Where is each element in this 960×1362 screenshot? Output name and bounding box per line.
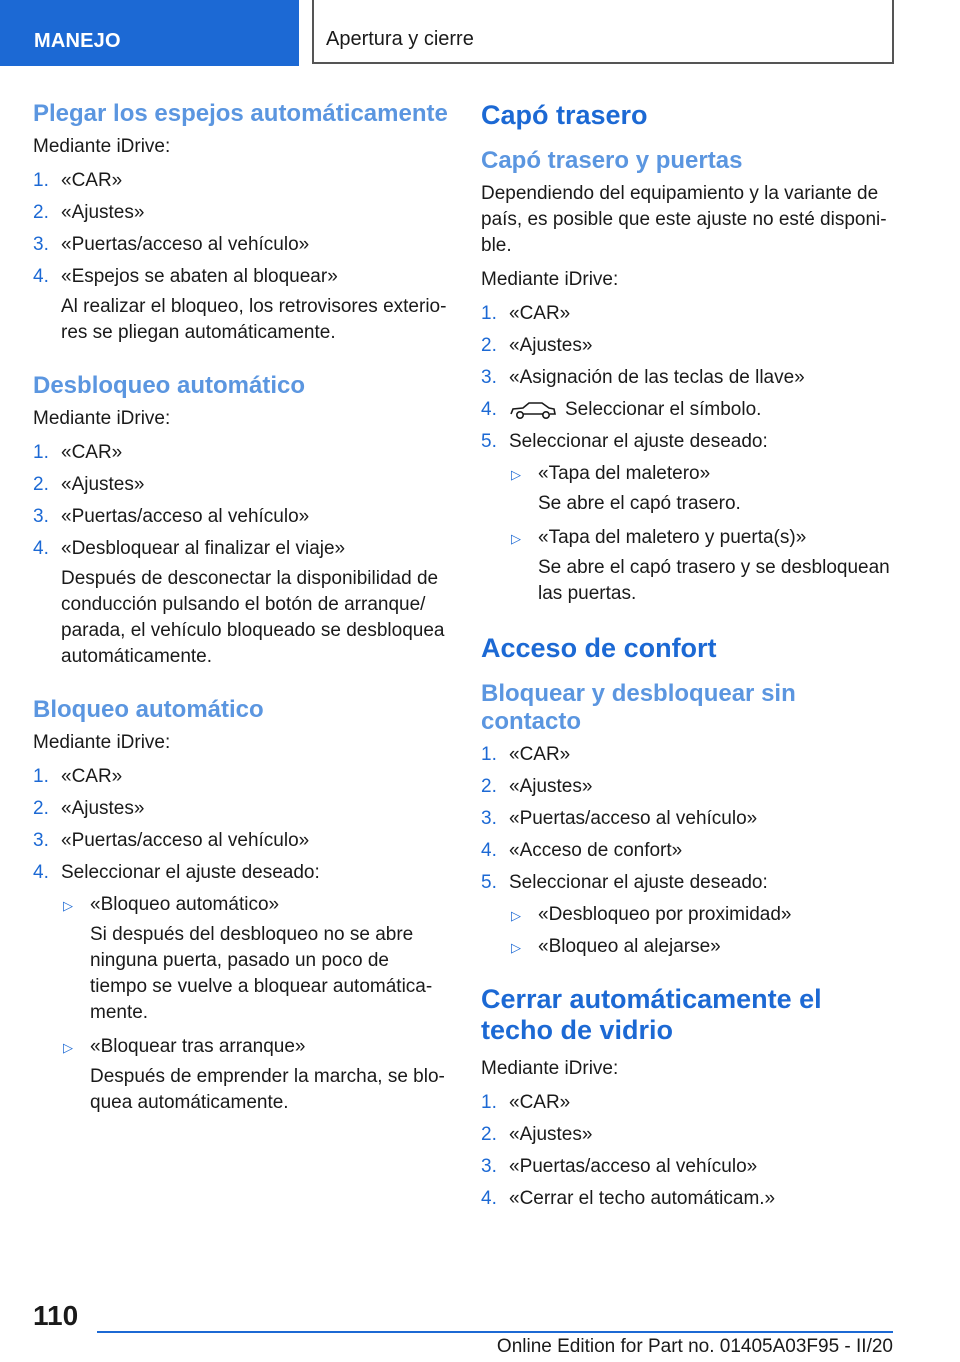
section-title: Bloqueo automático [33, 696, 264, 723]
step-text: Seleccionar el ajuste deseado: [61, 862, 320, 883]
step-number: 5. [481, 431, 497, 452]
step-number: 1. [481, 744, 497, 765]
list-item [481, 365, 901, 391]
chapter-heading: Capó trasero [481, 100, 648, 130]
step-text: «Puertas/acceso al vehículo» [61, 506, 310, 527]
left-column [33, 100, 448, 1124]
step-text: «CAR» [509, 303, 571, 324]
step-list [33, 764, 448, 886]
triangle-bullet-icon: ▷ [511, 531, 521, 546]
section-title: Capó trasero y puertas [481, 147, 743, 174]
step-text: «Puertas/acceso al vehículo» [509, 808, 758, 829]
option-label: «Bloquear tras arranque» [90, 1036, 306, 1057]
section-title: Bloquear y desbloquear sin contacto [481, 680, 796, 735]
step-note: Después de desconectar la disponibilidad de conducción pulsando el botón de arranque/ parada, el vehículo bloqueado se desbloquea automáticamente. [61, 568, 445, 667]
step-number: 1. [481, 1092, 497, 1113]
option-label: «Bloqueo al alejarse» [538, 936, 721, 957]
step-list [33, 440, 448, 562]
option-list [509, 902, 901, 960]
step-text: «Puertas/acceso al vehículo» [61, 830, 310, 851]
step-text: «Ajustes» [61, 202, 145, 223]
step-text: Seleccionar el símbolo. [565, 399, 762, 420]
step-number: 2. [33, 798, 49, 819]
list-item [33, 264, 448, 290]
step-text: «Puertas/acceso al vehículo» [509, 1156, 758, 1177]
step-number: 3. [33, 830, 49, 851]
list-item [481, 397, 901, 423]
step-list [481, 742, 901, 896]
step-text: Seleccionar el ajuste deseado: [509, 431, 768, 452]
step-text: «Ajustes» [509, 1124, 593, 1145]
step-text: «CAR» [509, 744, 571, 765]
list-item [33, 828, 448, 854]
option-list [61, 1034, 448, 1060]
step-text: «Puertas/acceso al vehículo» [61, 234, 310, 255]
option-item [61, 1034, 448, 1060]
step-text: «Ajustes» [61, 474, 145, 495]
option-desc: Si después del desbloqueo no se abre ninguna puerta, pasado un poco de tiempo se vuelve a bloquear automática‐ mente. [90, 924, 433, 1023]
triangle-bullet-icon: ▷ [511, 908, 521, 923]
list-item [481, 742, 901, 768]
step-number: 4. [481, 840, 497, 861]
step-text: «CAR» [61, 442, 123, 463]
section-tab [0, 0, 299, 66]
list-item [33, 764, 448, 790]
car-symbol-icon [509, 399, 557, 421]
step-number: 3. [481, 367, 497, 388]
option-label: «Bloqueo automático» [90, 894, 280, 915]
step-number: 5. [481, 872, 497, 893]
step-number: 2. [481, 776, 497, 797]
step-number: 2. [481, 1124, 497, 1145]
step-number: 4. [481, 399, 497, 420]
chapter-heading: Cerrar automáticamente el techo de vidrio [481, 984, 822, 1045]
triangle-bullet-icon: ▷ [511, 940, 521, 955]
intro-text: Mediante iDrive: [33, 408, 171, 429]
list-item [33, 536, 448, 562]
step-number: 4. [481, 1188, 497, 1209]
option-item [61, 892, 448, 918]
step-number: 1. [33, 766, 49, 787]
chapter-label: Apertura y cierre [326, 28, 474, 50]
option-list [61, 892, 448, 918]
chapter-heading: Acceso de confort [481, 633, 717, 663]
list-item [481, 333, 901, 359]
list-item [481, 1154, 901, 1180]
page-number: 110 [33, 1300, 79, 1331]
section-title: Plegar los espejos automáticamente [33, 100, 448, 127]
step-list [33, 168, 448, 290]
intro-text: Mediante iDrive: [481, 269, 619, 290]
section-title: Desbloqueo automático [33, 372, 306, 399]
step-number: 1. [481, 303, 497, 324]
step-list [481, 1090, 901, 1212]
step-number: 2. [481, 335, 497, 356]
list-item [33, 504, 448, 530]
option-desc: Se abre el capó trasero y se desbloquean las puertas. [538, 557, 890, 604]
list-item [481, 774, 901, 800]
step-text: «Espejos se abaten al bloquear» [61, 266, 338, 287]
option-item [509, 934, 901, 960]
footer-divider [97, 1331, 893, 1333]
list-item [33, 200, 448, 226]
list-item [33, 440, 448, 466]
triangle-bullet-icon: ▷ [63, 1040, 73, 1055]
step-text: «Cerrar el techo automáticam.» [509, 1188, 776, 1209]
list-item [481, 870, 901, 896]
option-item [509, 902, 901, 928]
step-note: Al realizar el bloqueo, los retrovisores exterio‐ res se pliegan automáticamente. [61, 296, 447, 343]
step-number: 2. [33, 474, 49, 495]
right-column [481, 100, 901, 1218]
intro-text: Mediante iDrive: [33, 136, 171, 157]
list-item [33, 232, 448, 258]
list-item [481, 1122, 901, 1148]
body-text: Dependiendo del equipamiento y la variante de país, es posible que este ajuste no esté disponi‐ ble. [481, 183, 887, 256]
step-number: 4. [33, 862, 49, 883]
intro-text: Mediante iDrive: [33, 732, 171, 753]
option-desc: Después de emprender la marcha, se blo‐ quea automáticamente. [90, 1066, 445, 1113]
step-text: «CAR» [61, 766, 123, 787]
list-item [481, 429, 901, 455]
list-item [33, 796, 448, 822]
list-item [33, 860, 448, 886]
step-text: Seleccionar el ajuste deseado: [509, 872, 768, 893]
triangle-bullet-icon: ▷ [511, 467, 521, 482]
step-number: 3. [481, 1156, 497, 1177]
option-label: «Tapa del maletero» [538, 463, 711, 484]
edition-note: Online Edition for Part no. 01405A03F95 - II/20 [496, 1336, 893, 1357]
step-number: 4. [33, 538, 49, 559]
step-number: 3. [33, 234, 49, 255]
step-number: 3. [33, 506, 49, 527]
step-text: «Asignación de las teclas de llave» [509, 367, 805, 388]
option-item [509, 525, 901, 551]
list-item [481, 806, 901, 832]
triangle-bullet-icon: ▷ [63, 898, 73, 913]
step-number: 2. [33, 202, 49, 223]
chapter-box [312, 0, 894, 64]
step-text: «Ajustes» [509, 335, 593, 356]
list-item [33, 168, 448, 194]
step-number: 1. [33, 442, 49, 463]
option-label: «Tapa del maletero y puerta(s)» [538, 527, 807, 548]
step-number: 3. [481, 808, 497, 829]
step-list [481, 301, 901, 455]
step-text: «CAR» [509, 1092, 571, 1113]
step-text: «CAR» [61, 170, 123, 191]
option-item [509, 461, 901, 487]
step-text: «Desbloquear al finalizar el viaje» [61, 538, 346, 559]
option-desc: Se abre el capó trasero. [538, 493, 741, 514]
list-item [481, 838, 901, 864]
list-item [481, 301, 901, 327]
option-label: «Desbloqueo por proximidad» [538, 904, 792, 925]
list-item [33, 472, 448, 498]
intro-text: Mediante iDrive: [481, 1058, 619, 1079]
step-text: «Acceso de confort» [509, 840, 683, 861]
step-text: «Ajustes» [61, 798, 145, 819]
step-number: 1. [33, 170, 49, 191]
option-list [509, 525, 901, 551]
section-label: MANEJO [34, 30, 121, 52]
step-text: «Ajustes» [509, 776, 593, 797]
list-item [481, 1186, 901, 1212]
step-number: 4. [33, 266, 49, 287]
option-list [509, 461, 901, 487]
list-item [481, 1090, 901, 1116]
